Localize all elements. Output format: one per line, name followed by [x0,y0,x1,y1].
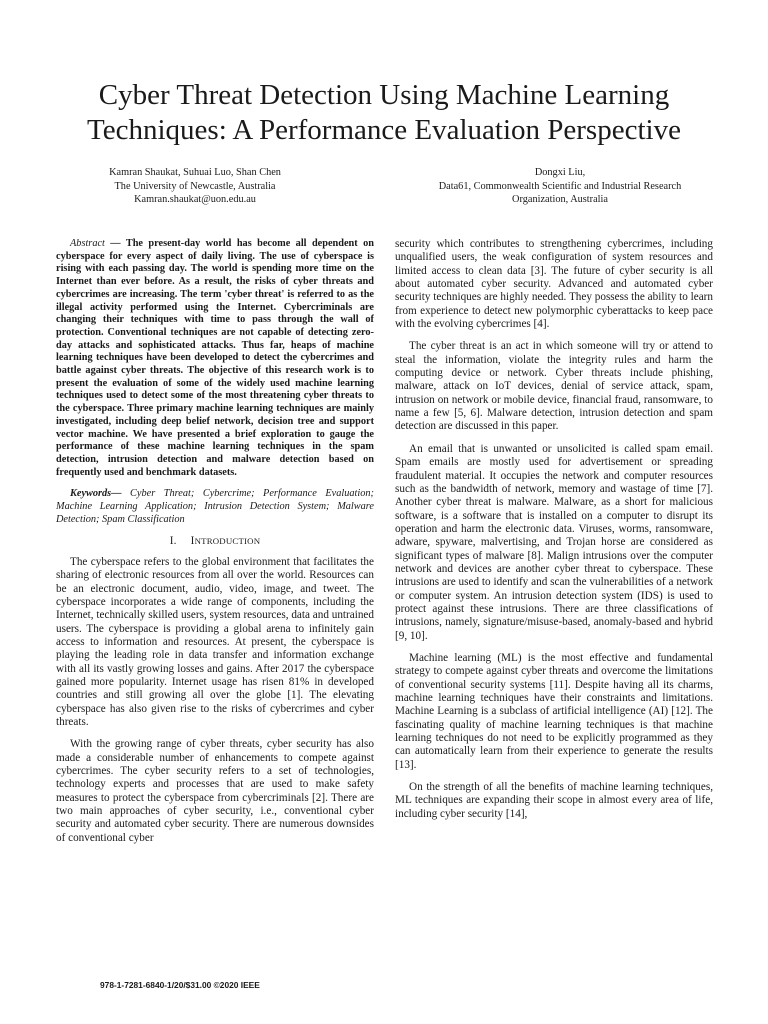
paper-title [40,78,728,148]
body-paragraph: The cyberspace refers to the global environment that facilitates the sharing of electronic resources from all over the world. Resources can be an electronic document, audio, video, image, and tweet. The cyberspace incorporates a wide range of components, including the Internet, technically skilled users, system resources, data and untrained users. The cyberspace is providing a global arena to infinitely gain access to information and resources. At present, the cyberspace is playing the leading role in data transfer and information exchange with all its vastly growing losses and gains. After 2017 the cyberspace gained more popularity. Internet usage has risen 81% in developed countries and still growing all over the globe [1]. The elevating cyberspace has also given rise to the risks of cybercrimes and cyber threats. [56,555,374,728]
body-paragraph: On the strength of all the benefits of machine learning techniques, ML techniques are expanding their scope in almost every area of life, including cyber security [14], [395,781,713,820]
abstract-separator: — [104,238,126,249]
abstract-text: The present-day world has become all dependent on cyberspace for every aspect of daily living. The use of cyberspace is rising with each passing day. The world is spending more time on the Internet than ever before. As a result, the risks of cyber threats and cybercrimes are increasing. The term 'cyber threat' is referred to as the illegal activity performed using the Internet. Cybercriminals are changing their techniques with time to pass through the wall of protection. Conventional techniques are not capable of detecting zero-day attacks and sophisticated attacks. Thus far, heaps of machine learning techniques have been developed to detect the cybercrimes and battle against cyber threats. The objective of this research work is to present the evaluation of some of the widely used machine learning techniques used to detect some of the most threatening cyber threats to the cyberspace. Three primary machine learning techniques are mainly investigated, including deep belief network, decision tree and support vector machine. We have presented a brief exploration to gauge the performance of these machine learning techniques in the spam detection, intrusion detection and malware detection based on frequently used and benchmark datasets. [56,238,374,478]
body-paragraph-continuation: security which contributes to strengthening cybercrimes, including unqualified users, the weak configuration of system resources and limited access to clean data [3]. The future of cyber security is all about automated cyber security. Advanced and automated cyber security techniques are highly needed. They possess the ability to learn from experience to detect new polymorphic cyberattacks to keep pace with the evolving cybercrimes [4]. [395,238,713,331]
body-paragraph: An email that is unwanted or unsolicited is called spam email. Spam emails are mostly used for advertisement or spreading fraudulent material. It occupies the network and computer resources such as the bandwidth of network, memory and wastage of time [7]. Another cyber threat is malware. Malware, as a short for malicious software, is a software that is installed on a computer to disrupt its operation and harm the electronic data. Viruses, worms, ransomware, adware, spyware, malvertising, and Trojan horse are considered as significant types of malware [8]. Malign intrusions over the computer network and devices are another cyber threat to cyberspace. These intrusions are used to identify and scan the vulnerabilities of a network or computer system. An intrusion detection system (IDS) is used to protect against these intrusions. There are three classifications of intrusions, namely, signature/misuse-based, anomaly-based and hybrid [9, 10]. [395,442,713,642]
copyright-footer: 978-1-7281-6840-1/20/$31.00 ©2020 IEEE [100,980,260,990]
author-block-right [380,166,740,207]
abstract-label: Abstract [70,238,105,249]
title-line-2: Techniques: A Performance Evaluation Perspective [87,114,681,146]
section-number: I. [169,535,177,548]
author-names: Kamran Shaukat, Suhuai Luo, Shan Chen [109,167,281,178]
body-paragraph: With the growing range of cyber threats, cyber security has also made a considerable number of enhancements to compete against cybercrimes. The cyber security refers to a set of technologies, technology experts and processes that are used to make safety measures to protect the cyberspace from cybercriminals [2]. There are two main approaches of cyber security, i.e., conventional cyber security and automated cyber security. There are numerous downsides of conventional cyber [56,738,374,844]
keywords [56,488,374,526]
section-title-rest: NTRODUCTION [194,536,261,547]
author-block-left [80,166,310,207]
section-title-first: I [190,535,195,548]
author-email[interactable]: Kamran.shaukat@uon.edu.au [134,194,256,205]
abstract [56,238,374,479]
keywords-label: Keywords— [70,488,122,500]
section-heading-introduction [56,535,374,548]
author-affiliation: The University of Newcastle, Australia [114,180,276,192]
body-paragraph: Machine learning (ML) is the most effective and fundamental strategy to compete against cyber threats and overcome the limitations of conventional security systems [11]. Despite having all its charms, machine learning techniques have their constraints and limitations. Machine Learning is a subclass of artificial intelligence (AI) [12]. The fascinating quality of machine learning techniques is that machine learning techniques do not need to be explicitly programmed as they can automatically learn from their experience to generate the results [13]. [395,651,713,771]
body-paragraph: The cyber threat is an act in which someone will try or attend to steal the information, violate the integrity rules and harm the computing device or network. Cyber threats include phishing, malware, attack on IoT devices, denial of service attack, spam, intrusion on network or mobile device, financial fraud, ransomware, to name a few [5, 6]. Malware detection, intrusion detection and spam detection are discussed in this paper. [395,340,713,433]
author-affiliation-line-1: Data61, Commonwealth Scientific and Industrial Research [438,180,682,192]
keywords-text: Cyber Threat; Cybercrime; Performance Evaluation; Machine Learning Application; Intrusion Detection System; Malware Detection; Spam Classification [56,488,374,525]
right-column [395,238,713,830]
title-line-1: Cyber Threat Detection Using Machine Learning [98,79,670,111]
author-affiliation-line-2: Organization, Australia [512,194,608,205]
left-column [56,238,374,854]
author-names: Dongxi Liu, [534,167,586,178]
